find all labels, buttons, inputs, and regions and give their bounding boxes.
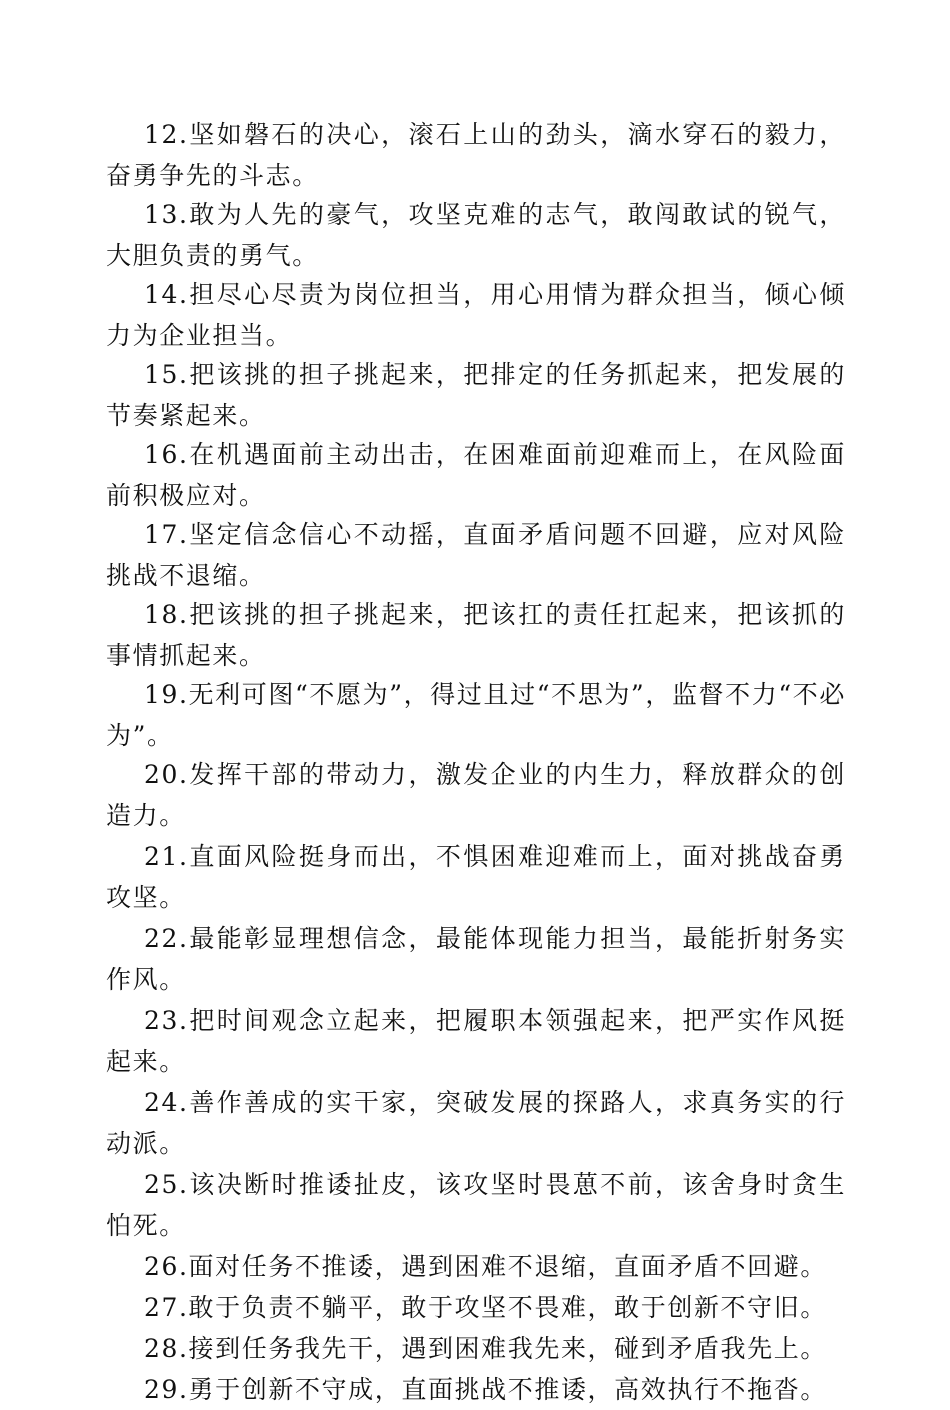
list-item-15: 15.把该挑的担子挑起来，把排定的任务抓起来，把发展的节奏紧起来。 [106, 360, 846, 430]
list-item-19: 19.无利可图“不愿为”，得过且过“不思为”，监督不力“不必为”。 [106, 680, 846, 750]
list-item-14: 14.担尽心尽责为岗位担当，用心用情为群众担当，倾心倾力为企业担当。 [106, 280, 846, 350]
list-item-28: 28.接到任务我先干，遇到困难我先来，碰到矛盾我先上。 [144, 1334, 827, 1363]
list-item-18: 18.把该挑的担子挑起来，把该扛的责任扛起来，把该抓的事情抓起来。 [106, 600, 846, 670]
list-item-22: 22.最能彰显理想信念，最能体现能力担当，最能折射务实作风。 [106, 924, 846, 994]
list-item-21: 21.直面风险挺身而出，不惧困难迎难而上，面对挑战奋勇攻坚。 [106, 842, 846, 912]
list-item-13: 13.敢为人先的豪气，攻坚克难的志气，敢闯敢试的锐气，大胆负责的勇气。 [106, 200, 846, 270]
list-item-16: 16.在机遇面前主动出击，在困难面前迎难而上，在风险面前积极应对。 [106, 440, 846, 510]
list-item-12: 12.坚如磐石的决心，滚石上山的劲头，滴水穿石的毅力，奋勇争先的斗志。 [106, 120, 846, 190]
list-item-23: 23.把时间观念立起来，把履职本领强起来，把严实作风挺起来。 [106, 1006, 846, 1076]
list-item-20: 20.发挥干部的带动力，激发企业的内生力，释放群众的创造力。 [106, 760, 846, 830]
list-item-29: 29.勇于创新不守成，直面挑战不推诿，高效执行不拖沓。 [144, 1375, 827, 1404]
list-item-26: 26.面对任务不推诿，遇到困难不退缩，直面矛盾不回避。 [144, 1252, 827, 1281]
list-item-27: 27.敢于负责不躺平，敢于攻坚不畏难，敢于创新不守旧。 [144, 1293, 827, 1322]
list-item-17: 17.坚定信念信心不动摇，直面矛盾问题不回避，应对风险挑战不退缩。 [106, 520, 846, 590]
document-body [106, 114, 846, 1410]
list-item-24: 24.善作善成的实干家，突破发展的探路人，求真务实的行动派。 [106, 1088, 846, 1158]
list-item-25: 25.该决断时推诿扯皮，该攻坚时畏葸不前，该舍身时贪生怕死。 [106, 1170, 846, 1240]
